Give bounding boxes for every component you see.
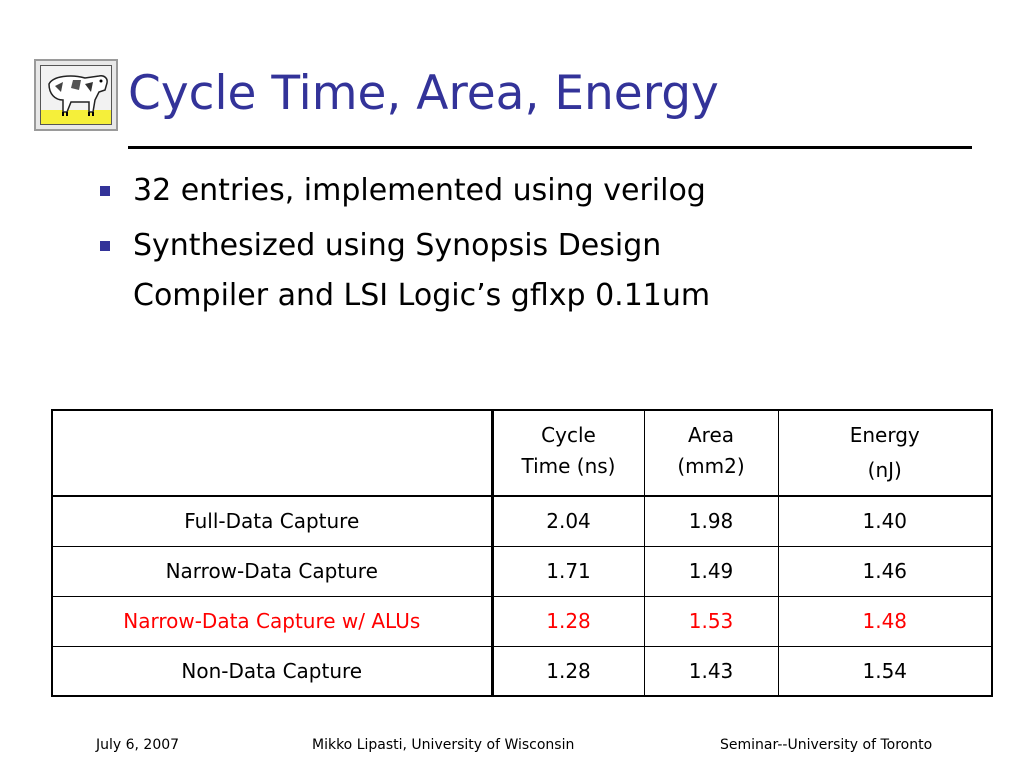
table-header-cell: Energy (nJ) [778,410,992,496]
footer-venue: Seminar--University of Toronto [720,737,933,753]
bullet-item [96,221,710,321]
bullet-text: Compiler and LSI Logic’s gflxp 0.11um [133,278,711,313]
table-row [52,496,992,546]
footer-author: Mikko Lipasti, University of Wisconsin [312,737,575,753]
results-table [51,409,993,697]
table-cell: 2.04 [492,496,644,546]
table-cell: 1.54 [778,646,992,696]
table-cell: 1.49 [644,546,778,596]
table-cell: Non-Data Capture [52,646,492,696]
bullet-item [96,166,710,216]
table-cell: 1.98 [644,496,778,546]
square-bullet-icon [100,186,110,196]
title-divider [128,146,972,149]
table-header-cell: Area (mm2) [644,410,778,496]
square-bullet-icon [100,241,110,251]
table-cell: 1.46 [778,546,992,596]
table-cell: Narrow-Data Capture w/ ALUs [52,596,492,646]
bullet-list [96,166,710,321]
table-header-cell [52,410,492,496]
table-cell: 1.43 [644,646,778,696]
table-cell: 1.48 [778,596,992,646]
slide-title: Cycle Time, Area, Energy [128,66,719,121]
table-row-highlighted [52,596,992,646]
table-cell: Full-Data Capture [52,496,492,546]
cow-painting-icon [34,59,118,131]
bullet-text: 32 entries, implemented using verilog [133,173,706,208]
table-cell: 1.28 [492,596,644,646]
table-header-cell: Cycle Time (ns) [492,410,644,496]
table-cell: 1.71 [492,546,644,596]
table-cell: 1.53 [644,596,778,646]
table-cell: 1.28 [492,646,644,696]
table-cell: Narrow-Data Capture [52,546,492,596]
table-row [52,646,992,696]
table-cell: 1.40 [778,496,992,546]
table-header-row [52,410,992,496]
table-row [52,546,992,596]
bullet-text: Synthesized using Synopsis Design [133,228,662,263]
footer-date: July 6, 2007 [96,737,180,753]
